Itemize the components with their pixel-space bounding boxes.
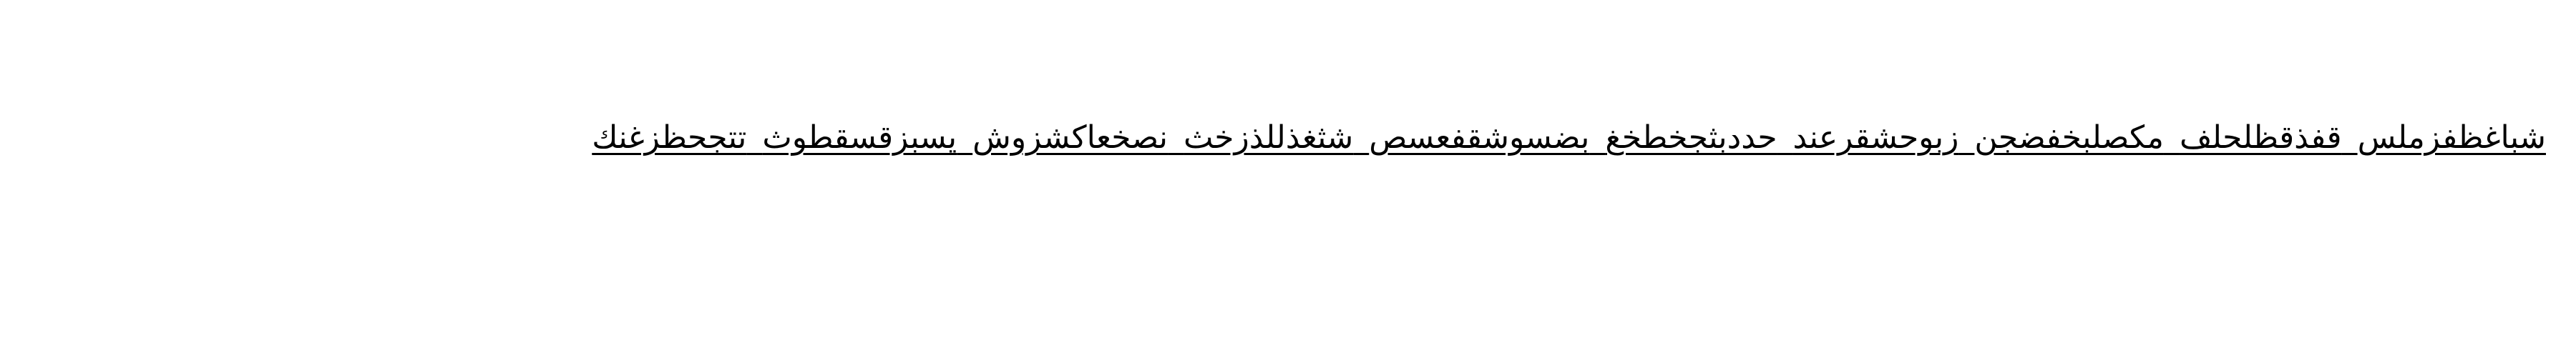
text-word-7: شثغذللذزخث (1184, 119, 1354, 156)
arabic-text-paragraph (163, 97, 2546, 179)
text-word-1: شباغظفزملس (2357, 119, 2546, 156)
text-word-5: حددبثجخطخغ (1605, 119, 1777, 156)
text-word-8: نصخعاكشزوش (972, 119, 1169, 156)
text-word-4: زبوحشقرعند (1792, 119, 1959, 156)
text-word-2: قفذقظلحلف (2179, 119, 2342, 156)
text-word-10: تتجحظزغنك (592, 119, 747, 156)
text-word-3: مكصلبخفضجن (1974, 119, 2164, 156)
text-word-9: يسبزقسقطوث (762, 119, 957, 156)
text-word-6: بضسوشقفعسص (1369, 119, 1590, 156)
